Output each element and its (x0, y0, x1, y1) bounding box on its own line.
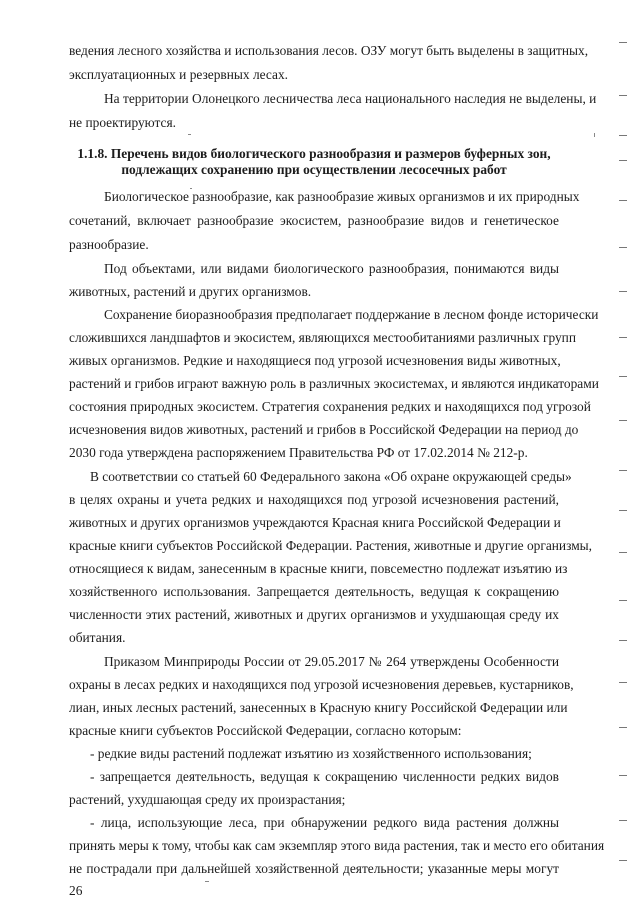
scan-artifact-mark (619, 682, 627, 683)
text-line: животных, растений и других организмов. (69, 284, 312, 299)
text-line: разнообразие. (69, 237, 149, 252)
text-line: 2030 года утверждена распоряжением Правительства РФ от 17.02.2014 № 212-р. (69, 445, 528, 460)
scan-artifact-mark (619, 42, 627, 43)
scan-artifact-mark (619, 200, 627, 201)
scan-artifact-mark (619, 470, 627, 471)
text-line: В соответствии со статьей 60 Федерального закона «Об охране окружающей среды» (90, 469, 572, 484)
text-line: охраны в лесах редких и находящихся под угрозой исчезновения деревьев, кустарников, (69, 677, 574, 692)
text-line: сложившихся ландшафтов и экосистем, являющихся местообитаниями различных групп (69, 330, 576, 345)
scan-artifact-mark (619, 775, 627, 776)
text-line: хозяйственного использования. Запрещается деятельность, ведущая к сокращению (69, 584, 559, 599)
scan-artifact-mark (619, 600, 627, 601)
text-line: ведения лесного хозяйства и использования лесов. ОЗУ могут быть выделены в защитных, (69, 43, 589, 58)
scan-artifact-mark (619, 95, 627, 96)
scan-artifact-mark (619, 135, 627, 136)
text-line: эксплуатационных и резервных лесах. (69, 67, 289, 82)
text-line: сочетаний, включает разнообразие экосистем, разнообразие видов и генетическое (69, 213, 559, 228)
text-line: Сохранение биоразнообразия предполагает поддержание в лесном фонде исторически (104, 307, 599, 322)
text-line: не проектируются. (69, 115, 176, 130)
section-heading: 1.1.8. Перечень видов биологического разнообразия и размеров буферных зон, (77, 146, 551, 161)
scan-artifact-mark (619, 820, 627, 821)
text-line: принять меры к тому, чтобы как сам экземпляр этого вида растения, так и место его обитания (69, 838, 605, 853)
scan-artifact-mark (619, 640, 627, 641)
section-heading: подлежащих сохранению при осуществлении лесосечных работ (121, 162, 507, 177)
text-line: не пострадали при дальнейшей хозяйственной деятельности; указанные меры могут (69, 861, 559, 876)
page-number: 26 (69, 883, 83, 898)
text-line: растений и грибов играют важную роль в различных экосистемах, и являются индикаторами (69, 376, 599, 391)
scan-artifact-mark (619, 860, 627, 861)
text-line: Приказом Минприроды России от 29.05.2017 № 264 утверждены Особенности (104, 654, 559, 669)
scan-artifact-mark (619, 510, 627, 511)
text-line: Биологическое разнообразие, как разнообразие живых организмов и их природных (104, 189, 580, 204)
text-line: Под объектами, или видами биологического разнообразия, понимаются виды (104, 261, 559, 276)
scan-artifact-mark (205, 881, 209, 882)
scan-artifact-mark (190, 188, 192, 189)
scan-artifact-mark (619, 420, 627, 421)
text-line: красные книги субъектов Российской Федерации. Растения, животные и другие организмы, (69, 538, 593, 553)
text-line: живых организмов. Редкие и находящиеся под угрозой исчезновения виды животных, (69, 353, 561, 368)
list-item: - запрещается деятельность, ведущая к сокращению численности редких видов (90, 769, 559, 784)
scan-artifact-mark (619, 552, 627, 553)
scan-artifact-mark (619, 727, 627, 728)
text-line: численности этих растений, животных и других организмов и ухудшающая среду их (69, 607, 559, 622)
text-line: исчезновения видов животных, растений и грибов в Российской Федерации на период до (69, 422, 579, 437)
scan-artifact-mark (619, 160, 627, 161)
text-line: животных и других организмов учреждаются Красная книга Российской Федерации и (69, 515, 561, 530)
text-line: растений, ухудшающая среду их произрастания; (69, 792, 346, 807)
text-line: красные книги субъектов Российской Федерации, согласно которым: (69, 723, 462, 738)
text-line: лиан, иных лесных растений, занесенных в Красную книгу Российской Федерации или (69, 700, 568, 715)
scan-artifact-mark (619, 247, 627, 248)
text-line: состояния природных экосистем. Стратегия сохранения редких и находящихся под угрозой (69, 399, 591, 414)
list-item: - лица, использующие леса, при обнаружении редкого вида растения должны (90, 815, 559, 830)
scan-artifact-mark (619, 376, 627, 377)
list-item: - редкие виды растений подлежат изъятию из хозяйственного использования; (90, 746, 532, 761)
text-line: в целях охраны и учета редких и находящихся под угрозой исчезновения растений, (69, 492, 559, 507)
scan-artifact-mark (188, 134, 191, 135)
scan-artifact-mark (619, 291, 627, 292)
scan-artifact-mark (594, 133, 595, 137)
text-line: обитания. (69, 630, 126, 645)
text-line: относящиеся к видам, занесенным в красные книги, повсеместно подлежат изъятию из (69, 561, 568, 576)
scan-artifact-mark (619, 337, 627, 338)
text-line: На территории Олонецкого лесничества леса национального наследия не выделены, и (104, 91, 597, 106)
